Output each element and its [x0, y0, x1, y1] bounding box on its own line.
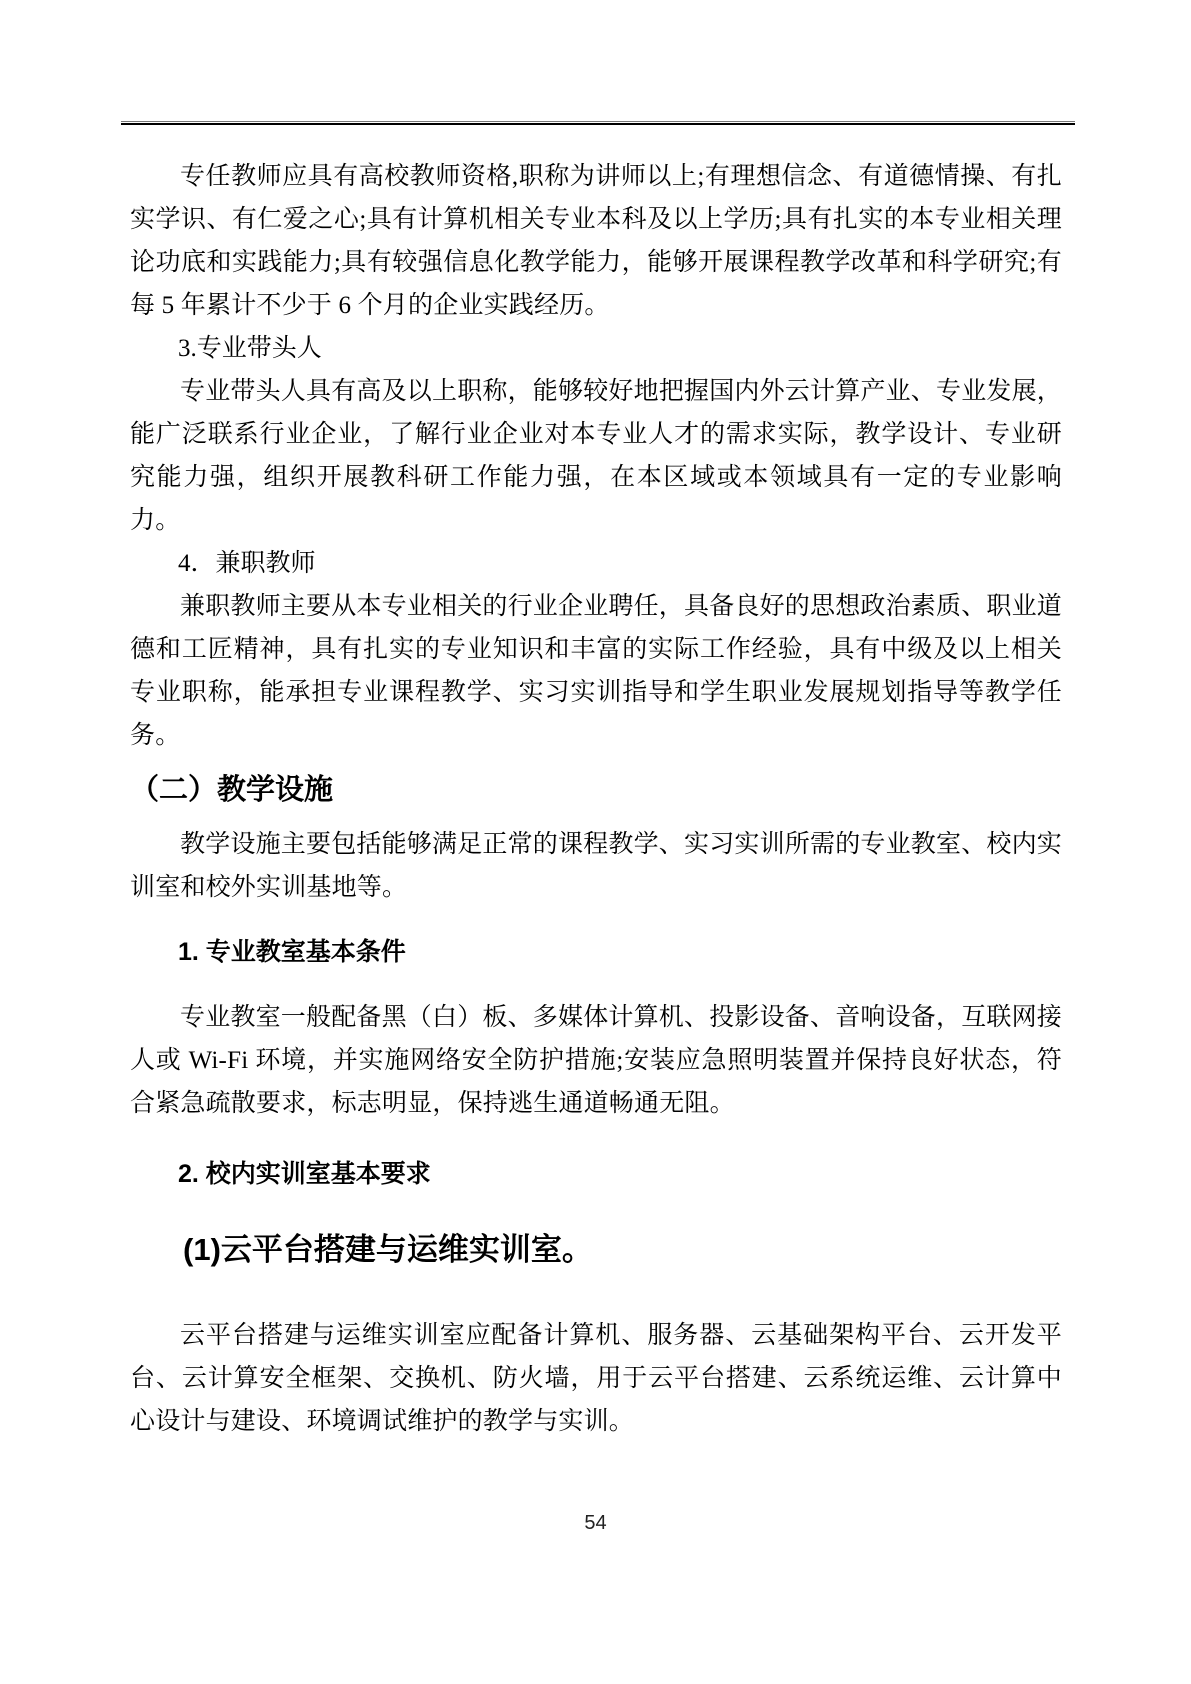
paragraph-major-leader: 专业带头人具有高及以上职称，能够较好地把握国内外云计算产业、专业发展，能广泛联系行业企业，了解行业企业对本专业人才的需求实际，教学设计、专业研究能力强，组织开展教科研工作能力强，在本区域或本领域具有一定的专业影响力。 [130, 378, 1063, 534]
section-heading-teaching-facilities: （二）教学设施 [130, 774, 334, 806]
page-number: 54 [584, 1512, 607, 1534]
document-body [130, 155, 1062, 1443]
header-separator-rule [121, 121, 1075, 125]
heading-major-leader: 3.专业带头人 [178, 335, 322, 362]
heading-parttime-teacher: 4．兼职教师 [178, 550, 316, 577]
paragraph-facilities-intro: 教学设施主要包括能够满足正常的课程教学、实习实训所需的专业教室、校内实训室和校外实训基地等。 [130, 831, 1063, 901]
paragraph-parttime-teacher: 兼职教师主要从本专业相关的行业企业聘任，具备良好的思想政治素质、职业道德和工匠精神，具有扎实的专业知识和丰富的实际工作经验，具有中级及以上相关专业职称，能承担专业课程教学、实习实训指导和学生职业发展规划指导等教学任务。 [130, 593, 1063, 749]
sub-heading-cloud-platform-lab: (1)云平台搭建与运维实训室。 [183, 1232, 593, 1267]
sub-heading-training-room-requirements: 2. 校内实训室基本要求 [178, 1160, 431, 1188]
paragraph-classroom-conditions: 专业教室一般配备黑（白）板、多媒体计算机、投影设备、音响设备，互联网接人或 Wi-Fi 环境，并实施网络安全防护措施;安装应急照明装置并保持良好状态，符合紧急疏散要求，标志明显，保持逃生通道畅通无阻。 [130, 1004, 1063, 1117]
paragraph-cloud-platform-lab: 云平台搭建与运维实训室应配备计算机、服务器、云基础架构平台、云开发平台、云计算安全框架、交换机、防火墙，用于云平台搭建、云系统运维、云计算中心设计与建设、环境调试维护的教学与实训。 [130, 1322, 1062, 1435]
paragraph-fulltime-teacher: 专任教师应具有高校教师资格,职称为讲师以上;有理想信念、有道德情操、有扎实学识、有仁爱之心;具有计算机相关专业本科及以上学历;具有扎实的本专业相关理论功底和实践能力;具有较强信息化教学能力，能够开展课程教学改革和科学研究;有每 5 年累计不少于 6 个月的企业实践经历。 [130, 163, 1062, 319]
sub-heading-classroom-conditions: 1. 专业教室基本条件 [178, 938, 406, 966]
